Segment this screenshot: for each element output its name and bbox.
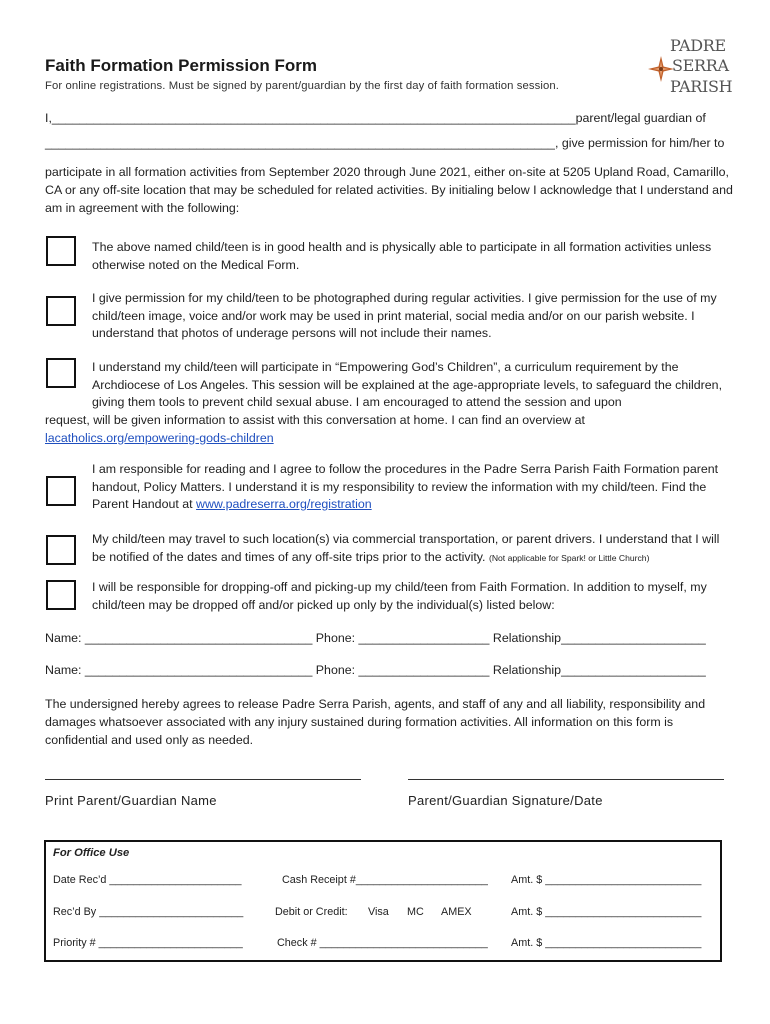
- empowering-statement-bottom: [45, 412, 730, 447]
- intro-line2-suffix: , give permission for him/her to: [554, 136, 725, 150]
- intro-prefix: I,: [45, 111, 52, 125]
- child-name-field[interactable]: __________________________________________________________________________: [45, 136, 555, 150]
- travel-note: (Not applicable for Spark! or Little Church): [488, 552, 650, 563]
- release-paragraph: The undersigned hereby agrees to release Padre Serra Parish, agents, and staff of any and all liability, responsibility and damages whatsoever associated with any injury sustained during formation activities. All information on this form is confidential and used only as needed.: [45, 697, 706, 747]
- office-use-box: [44, 840, 722, 962]
- photo-statement: I give permission for my child/teen to be photographed during regular activities. I give permission for the use of my child/teen image, voice and/or work may be used in print material, social media and/or on our parish website. I understand that photos of underage persons will not include their names.: [92, 291, 717, 340]
- form-subtitle: For online registrations. Must be signed by parent/guardian by the first day of faith formation session.: [45, 80, 560, 92]
- health-initial-checkbox[interactable]: [46, 236, 76, 266]
- guardian-name-line: [45, 110, 706, 127]
- empowering-statement-top: I understand my child/teen will participate in “Empowering God’s Children”, a curriculum requirement by the Archdiocese of Los Angeles. This session will be explained at the age-appropriate levels, to safeguard the children, giving them tools to prevent child sexual abuse. I am encouraged to attend the session and upon: [92, 360, 723, 409]
- debit-credit-label: Debit or Credit:: [275, 906, 348, 918]
- handout-statement: [92, 461, 728, 514]
- guardian-name-field[interactable]: ____________________________________________________________________________: [51, 111, 576, 125]
- pickup-initial-checkbox[interactable]: [46, 580, 76, 610]
- form-title: Faith Formation Permission Form: [45, 56, 318, 75]
- empowering-initial-checkbox[interactable]: [46, 358, 76, 388]
- intro-line1-suffix: parent/legal guardian of: [575, 111, 706, 125]
- intro-paragraph: participate in all formation activities from September 2020 through June 2021, either on-site at 5205 Upland Road, Camarillo, CA or any off-site location that may be scheduled for related activities. By initialing below I acknowledge that I understand and am in agreement with the following:: [45, 165, 733, 215]
- handout-link[interactable]: www.padreserra.org/registration: [196, 497, 372, 511]
- travel-text: My child/teen may travel to such location(s) via commercial transportation, or parent drivers. I understand that I will be notified of the dates and times of any off-site trips prior to the activity.: [92, 532, 720, 564]
- office-use-title: For Office Use: [53, 847, 130, 859]
- signature-line[interactable]: [408, 779, 724, 780]
- photo-initial-checkbox[interactable]: [46, 296, 76, 326]
- empowering-statement-text: request, will be given information to assist with this conversation at home. I can find an overview at: [45, 413, 585, 427]
- child-name-line: [45, 135, 724, 152]
- contact-row-2[interactable]: Name: _________________________________ Phone: ___________________ Relationship_____________________: [45, 663, 706, 677]
- cash-receipt-field[interactable]: Cash Receipt #______________________: [282, 874, 488, 886]
- logo-line-serra: SERRA: [672, 56, 729, 75]
- health-statement: The above named child/teen is in good health and is physically able to participate in all formation activities unless otherwise noted on the Medical Form.: [92, 240, 712, 272]
- handout-initial-checkbox[interactable]: [46, 476, 76, 506]
- date-received-field[interactable]: Date Rec’d ______________________: [53, 874, 242, 886]
- amount-field-1[interactable]: Amt. $ __________________________: [511, 874, 702, 886]
- logo-line-padre: PADRE: [670, 36, 726, 55]
- amex-option[interactable]: AMEX: [441, 906, 472, 918]
- padre-serra-parish-logo: [648, 36, 733, 102]
- travel-statement: [92, 531, 728, 567]
- check-number-field[interactable]: Check # ____________________________: [277, 937, 488, 949]
- mc-option[interactable]: MC: [407, 906, 424, 918]
- compass-rose-icon: [648, 56, 674, 82]
- handout-text: I am responsible for reading and I agree to follow the procedures in the Padre Serra Parish Faith Formation parent handout, Policy Matters. I understand it is my responsibility to review the information with my child/teen. Find the Parent Handout at: [92, 462, 719, 511]
- logo-line-parish: PARISH: [670, 77, 733, 96]
- amount-field-2[interactable]: Amt. $ __________________________: [511, 906, 702, 918]
- print-name-line[interactable]: [45, 779, 361, 780]
- amount-field-3[interactable]: Amt. $ __________________________: [511, 937, 702, 949]
- empowering-link[interactable]: lacatholics.org/empowering-gods-children: [45, 430, 274, 445]
- priority-field[interactable]: Priority # ________________________: [53, 937, 243, 949]
- print-name-label: Print Parent/Guardian Name: [45, 793, 217, 808]
- visa-option[interactable]: Visa: [368, 906, 389, 918]
- pickup-statement: I will be responsible for dropping-off and picking-up my child/teen from Faith Formation. In addition to myself, my child/teen may be dropped off and/or picked up only by the individual(s) listed below:: [92, 580, 707, 612]
- contact-row-1[interactable]: Name: _________________________________ Phone: ___________________ Relationship_____________________: [45, 631, 706, 645]
- received-by-field[interactable]: Rec’d By ________________________: [53, 906, 244, 918]
- signature-label: Parent/Guardian Signature/Date: [408, 793, 603, 808]
- travel-initial-checkbox[interactable]: [46, 535, 76, 565]
